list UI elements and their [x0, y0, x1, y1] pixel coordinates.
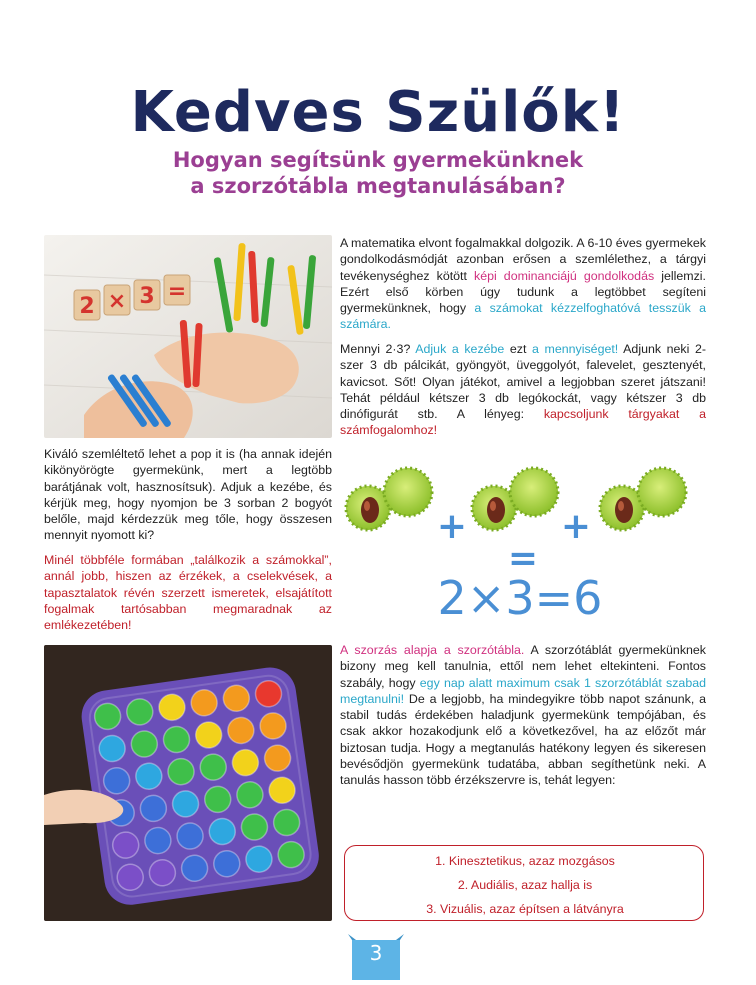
intro-text: Mennyi 2·3?	[340, 342, 416, 356]
photo-hands-with-sticks	[44, 235, 332, 438]
learning-types-box	[344, 845, 704, 921]
tile-3: 3	[139, 284, 155, 309]
list-item-visual: 3. Vizuális, azaz építsen a látványra	[426, 902, 624, 916]
tile-2: 2	[79, 294, 95, 319]
pop-it-toy	[78, 664, 322, 908]
main-highlight-pink: A szorzás alapja a szorzótábla.	[340, 643, 525, 657]
photo-pop-it	[44, 645, 332, 921]
intro-text: Adjunk neki 2-szer 3 db pálcikát, gyöngyöt, üveggolyót, falevelet, gesztenyét, kavicsot. Sőt! Olyan játékot, amivel a legjobban szeret játszani! Tehát például kétszer 3 db legókockát, vagy kétszer 3 db dinófigurát stb. A lényeg:	[340, 342, 707, 422]
intro-paragraph-2	[340, 341, 706, 439]
pop-it-paragraph: Kiváló szemléltető lehet a pop it is (ha annak idején kikönyörögte gyermekünk, mert a legtöbb barátjának volt, hasznosítsuk). Adjuk a kezébe, és kérjük meg, hogy nyomjon be 3 sorban 2 bogyót belőle, majd kérdezzük meg tőle, hogy összesen mennyit nyomott ki?	[44, 447, 332, 543]
equals-sign: =	[507, 538, 539, 579]
intro-highlight-pink: képi dominanciájú gondolkodás	[474, 268, 655, 283]
subtitle-line-2: a szorzótábla megtanulásában?	[190, 174, 566, 198]
multiplication-table-paragraph	[340, 642, 706, 789]
page-title: Kedves Szülők!	[130, 80, 626, 145]
chestnut-group-2	[472, 468, 558, 530]
senses-paragraph: Minél többféle formában „találkozik a számokkal”, annál jobb, hiszen az érzékek, a cselekvések, a tapasztalatok révén szerzett ismeretek, elsajátított fogalmak tartósabban megmaradnak az emlékezetében!	[44, 553, 332, 633]
main-highlight-cyan: egy nap alatt maximum csak 1 szorzótáblát szabad megtanulni!	[340, 675, 706, 706]
intro-text: A matematika elvont fogalmakkal dolgozik. A 6-10 éves gyermekek gondolkodásmódját azonban erősen a szemlélethez, a tárgyi tevékenységhez kötött	[340, 236, 706, 283]
equation-text: 2×3=6	[437, 571, 603, 620]
intro-highlight-cyan: a mennyiséget!	[532, 342, 619, 356]
chestnut-group-3	[600, 468, 686, 530]
chestnut-illustration	[340, 460, 706, 620]
list-item-kinesthetic: 1. Kinesztetikus, azaz mozgásos	[435, 854, 615, 868]
intro-highlight-red: kapcsoljunk tárgyakat a számfogalomhoz!	[340, 407, 706, 438]
intro-text: jellemzi. Ezért első körben úgy tudunk a legtöbbet segíteni gyermekünknek, hogy	[340, 268, 706, 316]
list-item-auditory: 2. Audiális, azaz hallja is	[457, 878, 593, 892]
tile-equals: =	[167, 279, 187, 304]
tile-times: ×	[107, 289, 127, 314]
plus-sign-1: +	[436, 506, 468, 547]
chestnut-group-1	[346, 468, 432, 530]
intro-highlight-cyan: Adjuk a kezébe	[415, 342, 505, 356]
plus-sign-2: +	[560, 506, 592, 547]
subtitle-line-1: Hogyan segítsünk gyermekünknek	[172, 148, 584, 172]
intro-text: ezt	[504, 342, 533, 356]
main-text: De a legjobb, ha mindegyikre több napot szánunk, a stabil tudás érdekében haladjunk gyermekünk tempójában, és csak akkor hozakodjunk elő a következővel, ha az előzőt már biztosan tudja. Hogy a megtanulás hatékony legyen és sikeresen bevésődjön gyermekünk tudatába, abban segíthetünk neki. A tanulás hasson több érzékszervre is, tehát legyen:	[340, 691, 706, 788]
page-number: 3	[369, 941, 383, 965]
intro-paragraph-1	[340, 235, 706, 333]
page-number-tab	[348, 934, 404, 980]
intro-highlight-cyan: a számokat kézzelfoghatóvá tesszük a számára.	[340, 301, 706, 332]
main-text: A szorzótáblát gyermekünknek bizony meg kell tanulnia, ettől nem lehet eltekinteni. Fontos szabály, hogy	[340, 643, 706, 690]
